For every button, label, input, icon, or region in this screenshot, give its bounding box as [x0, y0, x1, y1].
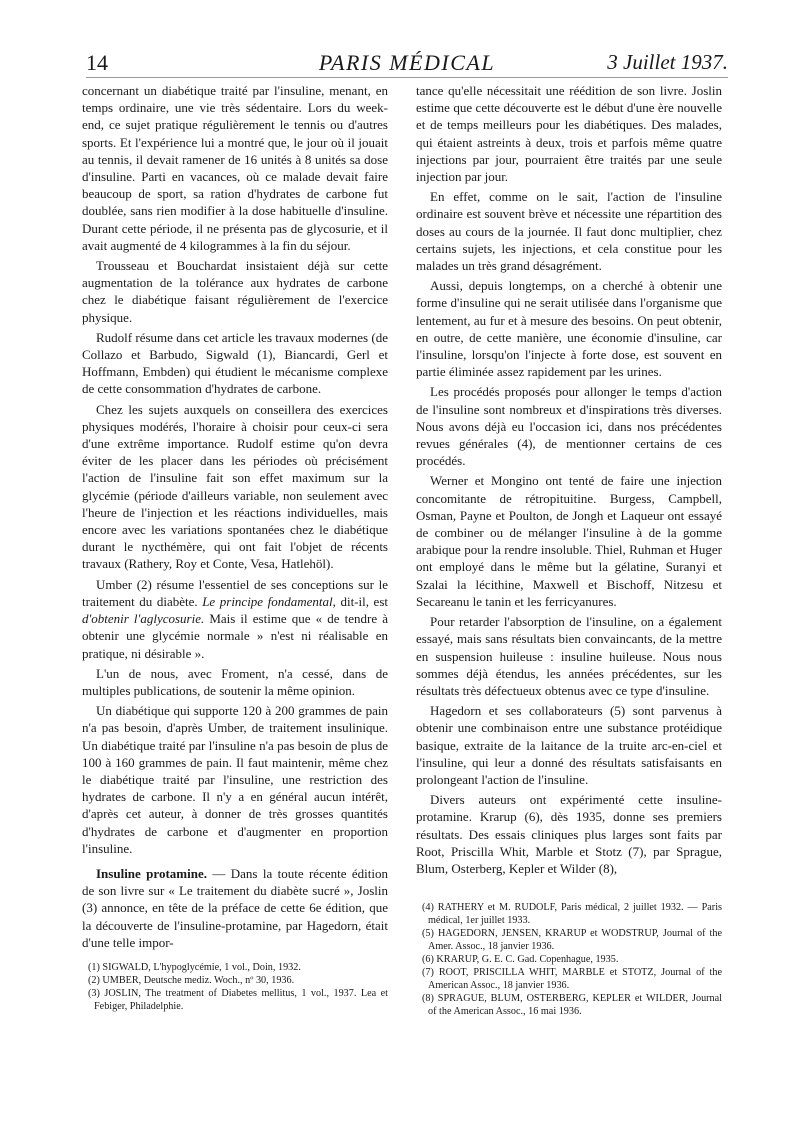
text-run: — Dans la toute récente édition de son livre sur « Le traitement du diabète sucré », Joslin (3) annonce, en tête de la préface de cette 6e édition, que la découverte de l'insuline-protamine, par Hagedorn, était d'une telle impor-: [82, 865, 388, 950]
italic-text: d'obtenir l'aglycosurie.: [82, 611, 205, 627]
paragraph: Divers auteurs ont expérimenté cette insuline-protamine. Krarup (6), dès 1935, donne ses premiers résultats. Des essais cliniques plus larges sont faits par Root, Priscilla Whit, Marble et Stotz (7), par Sprague, Blum, Osterberg, Kepler et Wilder (8),: [416, 792, 722, 876]
page-number: 14: [86, 50, 108, 75]
footnote: (1) SIGWALD, L'hypoglycémie, 1 vol., Doin, 1932.: [88, 961, 301, 973]
paragraph: [82, 576, 388, 662]
paragraph: Trousseau et Bouchardat insistaient déjà sur cette augmentation de la tolérance aux hydrates de carbone chez le diabétique faisant régulièrement de l'exercice physique.: [82, 258, 388, 325]
paragraph: L'un de nous, avec Froment, n'a cessé, dans de multiples publications, de soutenir la même opinion.: [82, 665, 388, 698]
footnotes: [416, 901, 722, 1018]
issue-date: 3 Juillet 1937.: [607, 50, 728, 74]
footnotes: [82, 961, 388, 1013]
footnote: (5) HAGEDORN, JENSEN, KRARUP et WODSTRUP, Journal of the Amer. Assoc., 18 janvier 1936.: [422, 928, 722, 953]
page-header: [86, 46, 728, 80]
footnote: (8) SPRAGUE, BLUM, OSTERBERG, KEPLER et WILDER, Journal of the American Assoc., 16 mai 1936.: [422, 993, 722, 1018]
paragraph: concernant un diabétique traité par l'insuline, menant, en temps ordinaire, une vie très sédentaire. Lors du week-end, ce sujet pratique régulièrement le tennis ou d'autres sports. Et l'expérience lui a montré que, le jour où il jouait au tennis, il devait ramener de 16 unités à 8 unités sa dose d'insuline. Parti en vacances, où ce malade devait faire beaucoup de sport, sa ration d'hydrates de carbone fut doublée, sans rien modifier à la dose habituelle d'insuline. Durant cette période, il ne présenta pas de glycosurie, et il avait augmenté de 4 kilogrammes à la fin du séjour.: [82, 83, 388, 253]
text-run: Umber (2) résume l'essentiel de ses conceptions sur le traitement du diabète.: [82, 576, 388, 609]
footnote: (2) UMBER, Deutsche mediz. Woch., nº 30, 1936.: [88, 974, 295, 986]
footnote: (7) ROOT, PRISCILLA WHIT, MARBLE et STOTZ, Journal of the American Assoc., 18 janvier 1936.: [422, 967, 722, 992]
footnote: (3) JOSLIN, The treatment of Diabetes mellitus, 1 vol., 1937. Lea et Febiger, Philadelphie.: [88, 987, 388, 1012]
right-column: [416, 82, 722, 1018]
paragraph: Aussi, depuis longtemps, on a cherché à obtenir une forme d'insuline qui ne serait utilisée dans l'organisme que lentement, au fur et à mesure des besoins. On peut obtenir, en outre, de cette manière, une économie d'insuline, car l'insuline, lorsqu'on l'injecte à forte dose, est souvent en partie éliminée assez rapidement par les urines.: [416, 278, 722, 380]
journal-title: PARIS MÉDICAL: [318, 50, 496, 75]
paragraph: Werner et Mongino ont tenté de faire une injection concomitante de rétropituitine. Burgess, Campbell, Osman, Payne et Poulton, de Jongh et Laqueur ont essayé de combiner ou de mélanger l'insuline à de la gomme arabique pour la rendre insoluble. Thiel, Ruhman et Huger ont employé dans le même but la gélatine, Suranyi et Szalai la lécithine, Maxwell et Bischoff, Nitzesu et Secareanu le tanin et les ferricyanures.: [416, 473, 722, 609]
section-heading: Insuline protamine.: [96, 865, 207, 881]
header-rule: [86, 77, 728, 78]
text-run: , dit-il, est: [332, 593, 388, 609]
paragraph: Pour retarder l'absorption de l'insuline, on a également essayé, mais sans résultats bien convaincants, de la mettre en suspension huileuse : insuline huileuse. Nous nous sommes déjà étendus, les années précédentes, sur les résultats très défectueux obtenus avec ce type d'insuline.: [416, 614, 722, 698]
footnote: (4) RATHERY et M. RUDOLF, Paris médical, 2 juillet 1932. — Paris médical, 1er juillet 1933.: [422, 902, 722, 927]
italic-text: Le principe fondamental: [202, 593, 333, 609]
left-column: [82, 82, 388, 1013]
paragraph: tance qu'elle nécessitait une réédition de son livre. Joslin estime que cette découverte est le début d'une ère nouvelle et de temps meilleurs pour les diabétiques. Des malades, qui étaient astreints à deux, trois et parfois même quatre injections par jour, pourraient être traités par une seule injection par jour.: [416, 83, 722, 185]
paragraph: Les procédés proposés pour allonger le temps d'action de l'insuline sont nombreux et d'inspirations très diverses. Nous avons déjà eu l'occasion ici, dans nos précédentes revues générales (4), de mentionner certains de ces procédés.: [416, 384, 722, 469]
paragraph: Un diabétique qui supporte 120 à 200 grammes de pain n'a pas besoin, d'après Umber, de traitement insulinique. Un diabétique traité par l'insuline n'a pas besoin de plus de 100 à 160 grammes de pain. Il faut maintenir, même chez le diabétique traité par l'insuline, une restriction des hydrates de carbone. Il n'y a en général aucun intérêt, d'après cet auteur, à donner de très grosses quantités d'hydrates de carbone et d'augmenter en proportion l'insuline.: [82, 703, 388, 856]
text-run: Mais il estime que « de tendre à obtenir une glycémie normale » n'est ni réalisable en pratique, ni désirable ».: [82, 611, 388, 661]
paragraph: Rudolf résume dans cet article les travaux modernes (de Collazo et Barbudo, Sigwald (1), Biancardi, Gerl et Hoffmann, Embden) qui étudient le mécanisme complexe de cette consommation d'hydrates de carbone.: [82, 329, 388, 397]
footnote: (6) KRARUP, G. E. C. Gad. Copenhague, 1935.: [422, 954, 619, 966]
paragraph: En effet, comme on le sait, l'action de l'insuline ordinaire est souvent brève et nécessite une répartition des doses au cours de la journée. Il faut donc multiplier, chez certains sujets, les injections, et cela constitue pour les malades un très grand désagrément.: [416, 189, 722, 274]
paragraph: [82, 865, 388, 951]
paragraph: Hagedorn et ses collaborateurs (5) sont parvenus à obtenir une combinaison entre une substance protéidique basique, extraite de la laitance de la truite arc-en-ciel et l'insuline, qui leur a donné des résultats satisfaisants en prolongeant l'action de l'insuline.: [416, 703, 722, 787]
paragraph: Chez les sujets auxquels on conseillera des exercices physiques modérés, l'horaire à choisir pour ceux-ci sera d'une extrême importance. Rudolf estime qu'on devra éviter de les placer dans les périodes où précisément l'action de l'insuline fait son effet maximum sur la glycémie (période d'ailleurs variable, non seulement avec l'heure de l'injection et les réactions individuelles, mais encore avec les variations spontanées chez le diabétique durant le nycthémère, qui ont fait l'objet de récents travaux (Rathery, Roy et Conte, Vesa, Hatlehöl).: [82, 401, 388, 572]
